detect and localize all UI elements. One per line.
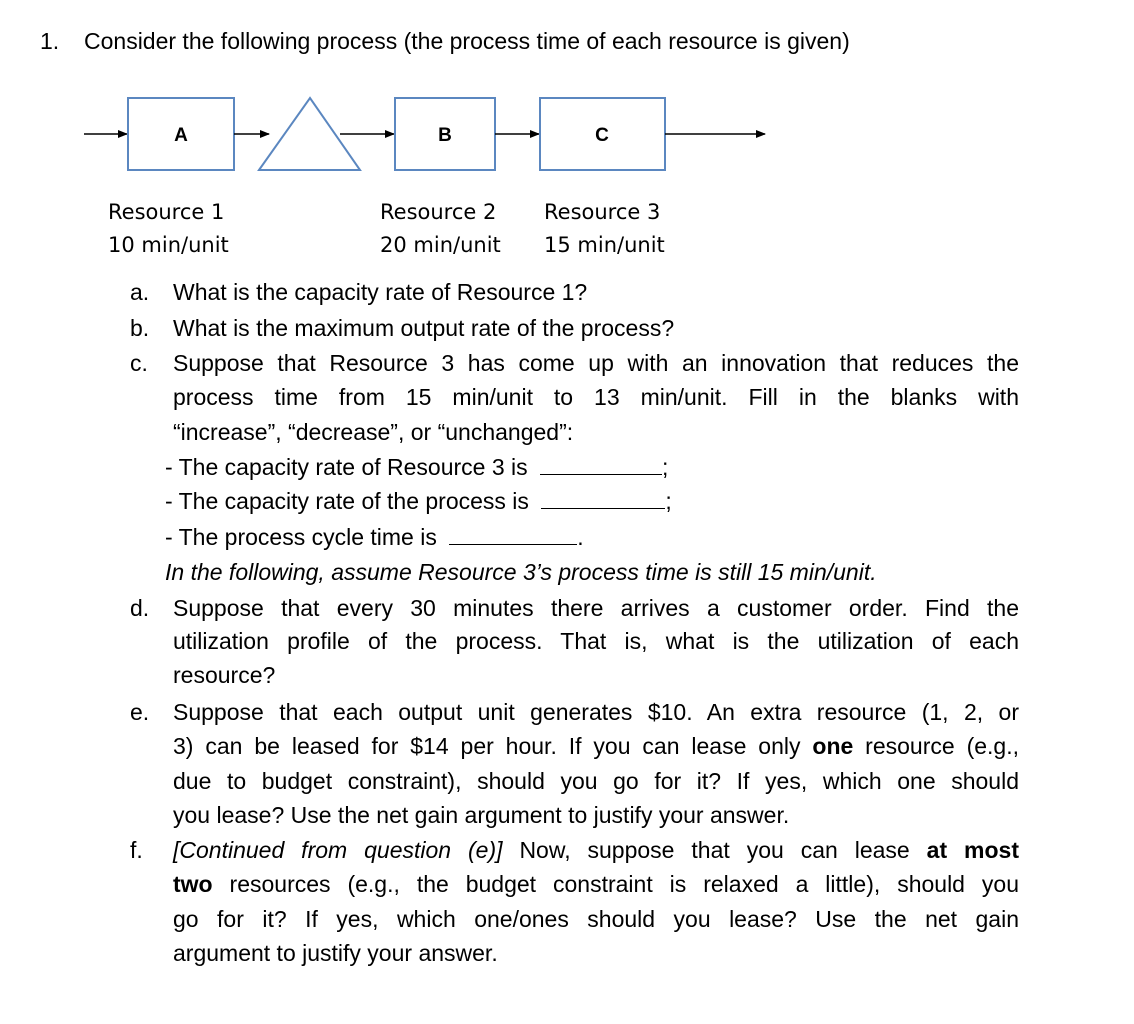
question-number: 1.	[40, 28, 60, 54]
part-f-line-1-mid: Now, suppose that you can lease	[502, 837, 927, 863]
part-e-line-4: you lease? Use the net gain argument to justify your answer.	[173, 802, 790, 828]
part-f-continued-note: [Continued from question (e)]	[173, 837, 503, 863]
part-e-line-2	[173, 733, 1019, 760]
answer-blank	[449, 543, 577, 545]
part-f-line-2	[173, 871, 1019, 898]
resource-2-name: Resource 2	[380, 200, 497, 224]
answer-blank	[540, 473, 662, 475]
part-f-label: f.	[130, 837, 143, 863]
part-a-label: a.	[130, 279, 150, 305]
resource-3-name: Resource 3	[544, 200, 661, 224]
resource-2-time: 20 min/unit	[380, 233, 501, 257]
part-e-line-3: due to budget constraint), should you go for it? If yes, which one should	[173, 768, 1019, 794]
part-b-label: b.	[130, 315, 150, 341]
resource-1-name: Resource 1	[108, 200, 225, 224]
blank-prompt: - The process cycle time is	[165, 524, 437, 550]
part-e-label: e.	[130, 699, 150, 725]
resource-1-time: 10 min/unit	[108, 233, 229, 257]
part-e-line-1: Suppose that each output unit generates $10. An extra resource (1, 2, or	[173, 699, 1019, 725]
box-c-label: C	[595, 125, 609, 146]
part-e-line-2-start: 3) can be leased for $14 per hour. If you can lease only	[173, 733, 813, 759]
blank-row-process-capacity	[165, 488, 672, 515]
answer-blank	[541, 507, 665, 509]
blank-row-resource-3	[165, 454, 668, 481]
process-flow-diagram	[0, 0, 1134, 200]
blank-punct: ;	[665, 488, 672, 514]
part-d-line-2: utilization profile of the process. That is, what is the utilization of each	[173, 628, 1019, 654]
blank-punct: ;	[662, 454, 669, 480]
part-f-line-4: argument to justify your answer.	[173, 940, 498, 966]
part-d-line-1: Suppose that every 30 minutes there arrives a customer order. Find the	[173, 595, 1019, 621]
blank-prompt: - The capacity rate of the process is	[165, 488, 529, 514]
part-c-line-2: process time from 15 min/unit to 13 min/unit. Fill in the blanks with	[173, 384, 1019, 410]
part-e-emphasis-one: one	[812, 733, 854, 759]
part-c-line-3: “increase”, “decrease”, or “unchanged”:	[173, 419, 574, 445]
part-f-emphasis-at-most: at most	[926, 837, 1019, 863]
resource-3-time: 15 min/unit	[544, 233, 665, 257]
box-b-label: B	[438, 125, 452, 146]
blank-prompt: - The capacity rate of Resource 3 is	[165, 454, 528, 480]
box-a-label: A	[174, 125, 188, 146]
part-e-line-2-end: resource (e.g.,	[853, 733, 1019, 759]
part-b-text: What is the maximum output rate of the process?	[173, 315, 675, 341]
part-d-label: d.	[130, 595, 150, 621]
part-c-line-1: Suppose that Resource 3 has come up with an innovation that reduces the	[173, 350, 1019, 376]
part-d-line-3: resource?	[173, 662, 276, 688]
part-f-line-1	[173, 837, 1019, 864]
part-f-line-3: go for it? If yes, which one/ones should you lease? Use the net gain	[173, 906, 1019, 932]
blank-punct: .	[577, 524, 584, 550]
blank-row-cycle-time	[165, 524, 584, 551]
assumption-note: In the following, assume Resource 3’s process time is still 15 min/unit.	[165, 559, 877, 585]
part-f-line-2-rest: resources (e.g., the budget constraint is relaxed a little), should you	[212, 871, 1019, 897]
part-f-emphasis-two: two	[173, 871, 213, 897]
part-a-text: What is the capacity rate of Resource 1?	[173, 279, 588, 305]
part-c-label: c.	[130, 350, 148, 376]
question-title: Consider the following process (the process time of each resource is given)	[84, 28, 850, 54]
